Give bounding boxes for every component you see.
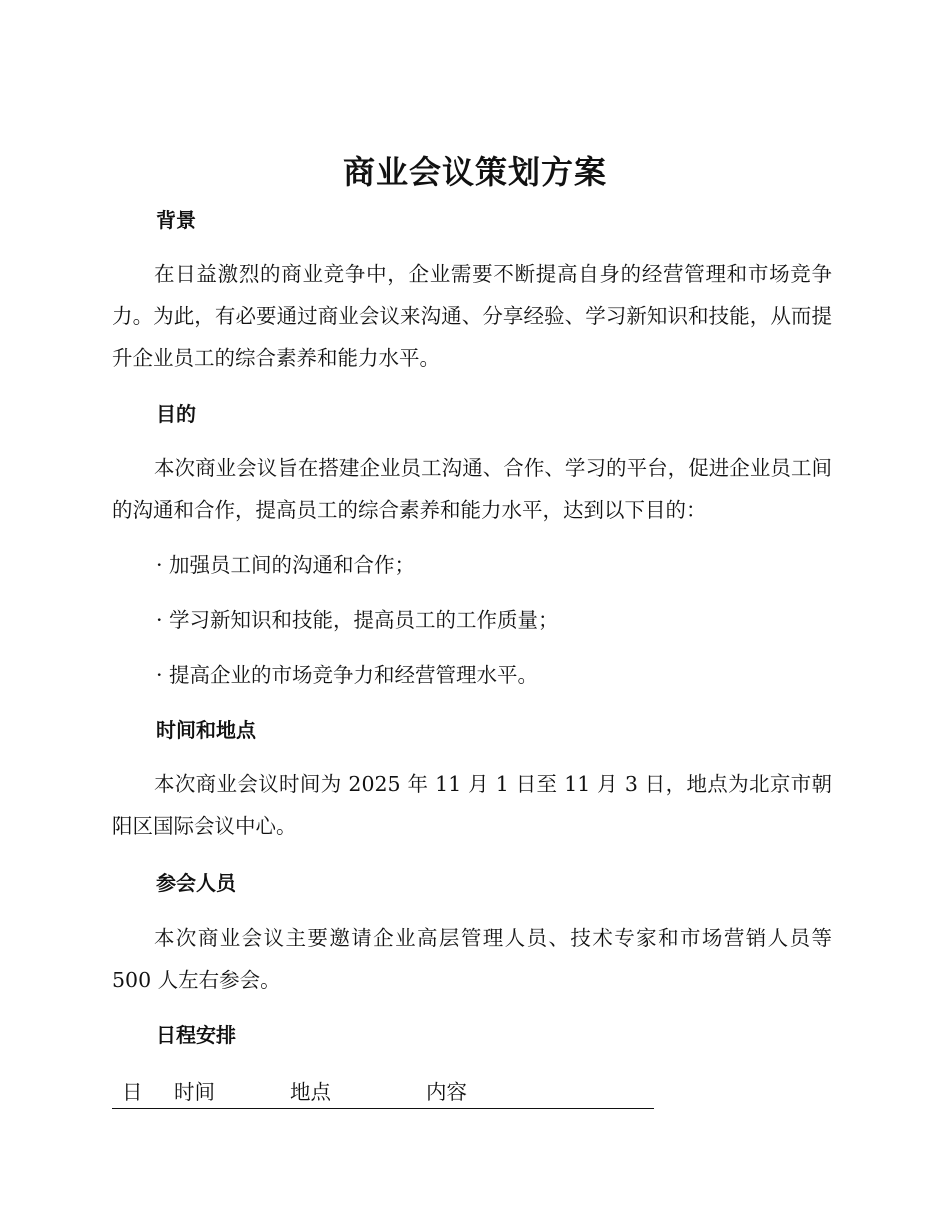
section-heading-background: 背景 bbox=[156, 208, 196, 232]
section-heading-attendees: 参会人员 bbox=[156, 871, 236, 895]
purpose-bullet-3: · 提高企业的市场竞争力和经营管理水平。 bbox=[156, 663, 539, 687]
column-header-day: 日 bbox=[122, 1080, 143, 1104]
purpose-bullet-2: · 学习新知识和技能，提高员工的工作质量； bbox=[156, 608, 559, 632]
column-header-content: 内容 bbox=[426, 1080, 467, 1104]
page-title: 商业会议策划方案 bbox=[342, 153, 607, 191]
purpose-paragraph: 本次商业会议旨在搭建企业员工沟通、合作、学习的平台，促进企业员工间的沟通和合作，提高员工的综合素养和能力水平，达到以下目的： bbox=[112, 456, 832, 522]
section-heading-schedule: 日程安排 bbox=[156, 1023, 236, 1047]
schedule-table-header bbox=[112, 1076, 654, 1109]
background-paragraph: 在日益激烈的商业竞争中，企业需要不断提高自身的经营管理和市场竞争力。为此，有必要通过商业会议来沟通、分享经验、学习新知识和技能，从而提升企业员工的综合素养和能力水平。 bbox=[112, 262, 832, 370]
column-header-location: 地点 bbox=[290, 1080, 331, 1104]
purpose-bullet-1: · 加强员工间的沟通和合作； bbox=[156, 553, 416, 577]
attendees-paragraph: 本次商业会议主要邀请企业高层管理人员、技术专家和市场营销人员等 500 人左右参会。 bbox=[112, 926, 832, 992]
section-heading-purpose: 目的 bbox=[156, 402, 196, 426]
column-header-time: 时间 bbox=[174, 1080, 215, 1104]
time-location-paragraph: 本次商业会议时间为 2025 年 11 月 1 日至 11 月 3 日，地点为北京市朝阳区国际会议中心。 bbox=[112, 772, 832, 838]
section-heading-time-location: 时间和地点 bbox=[156, 718, 256, 742]
